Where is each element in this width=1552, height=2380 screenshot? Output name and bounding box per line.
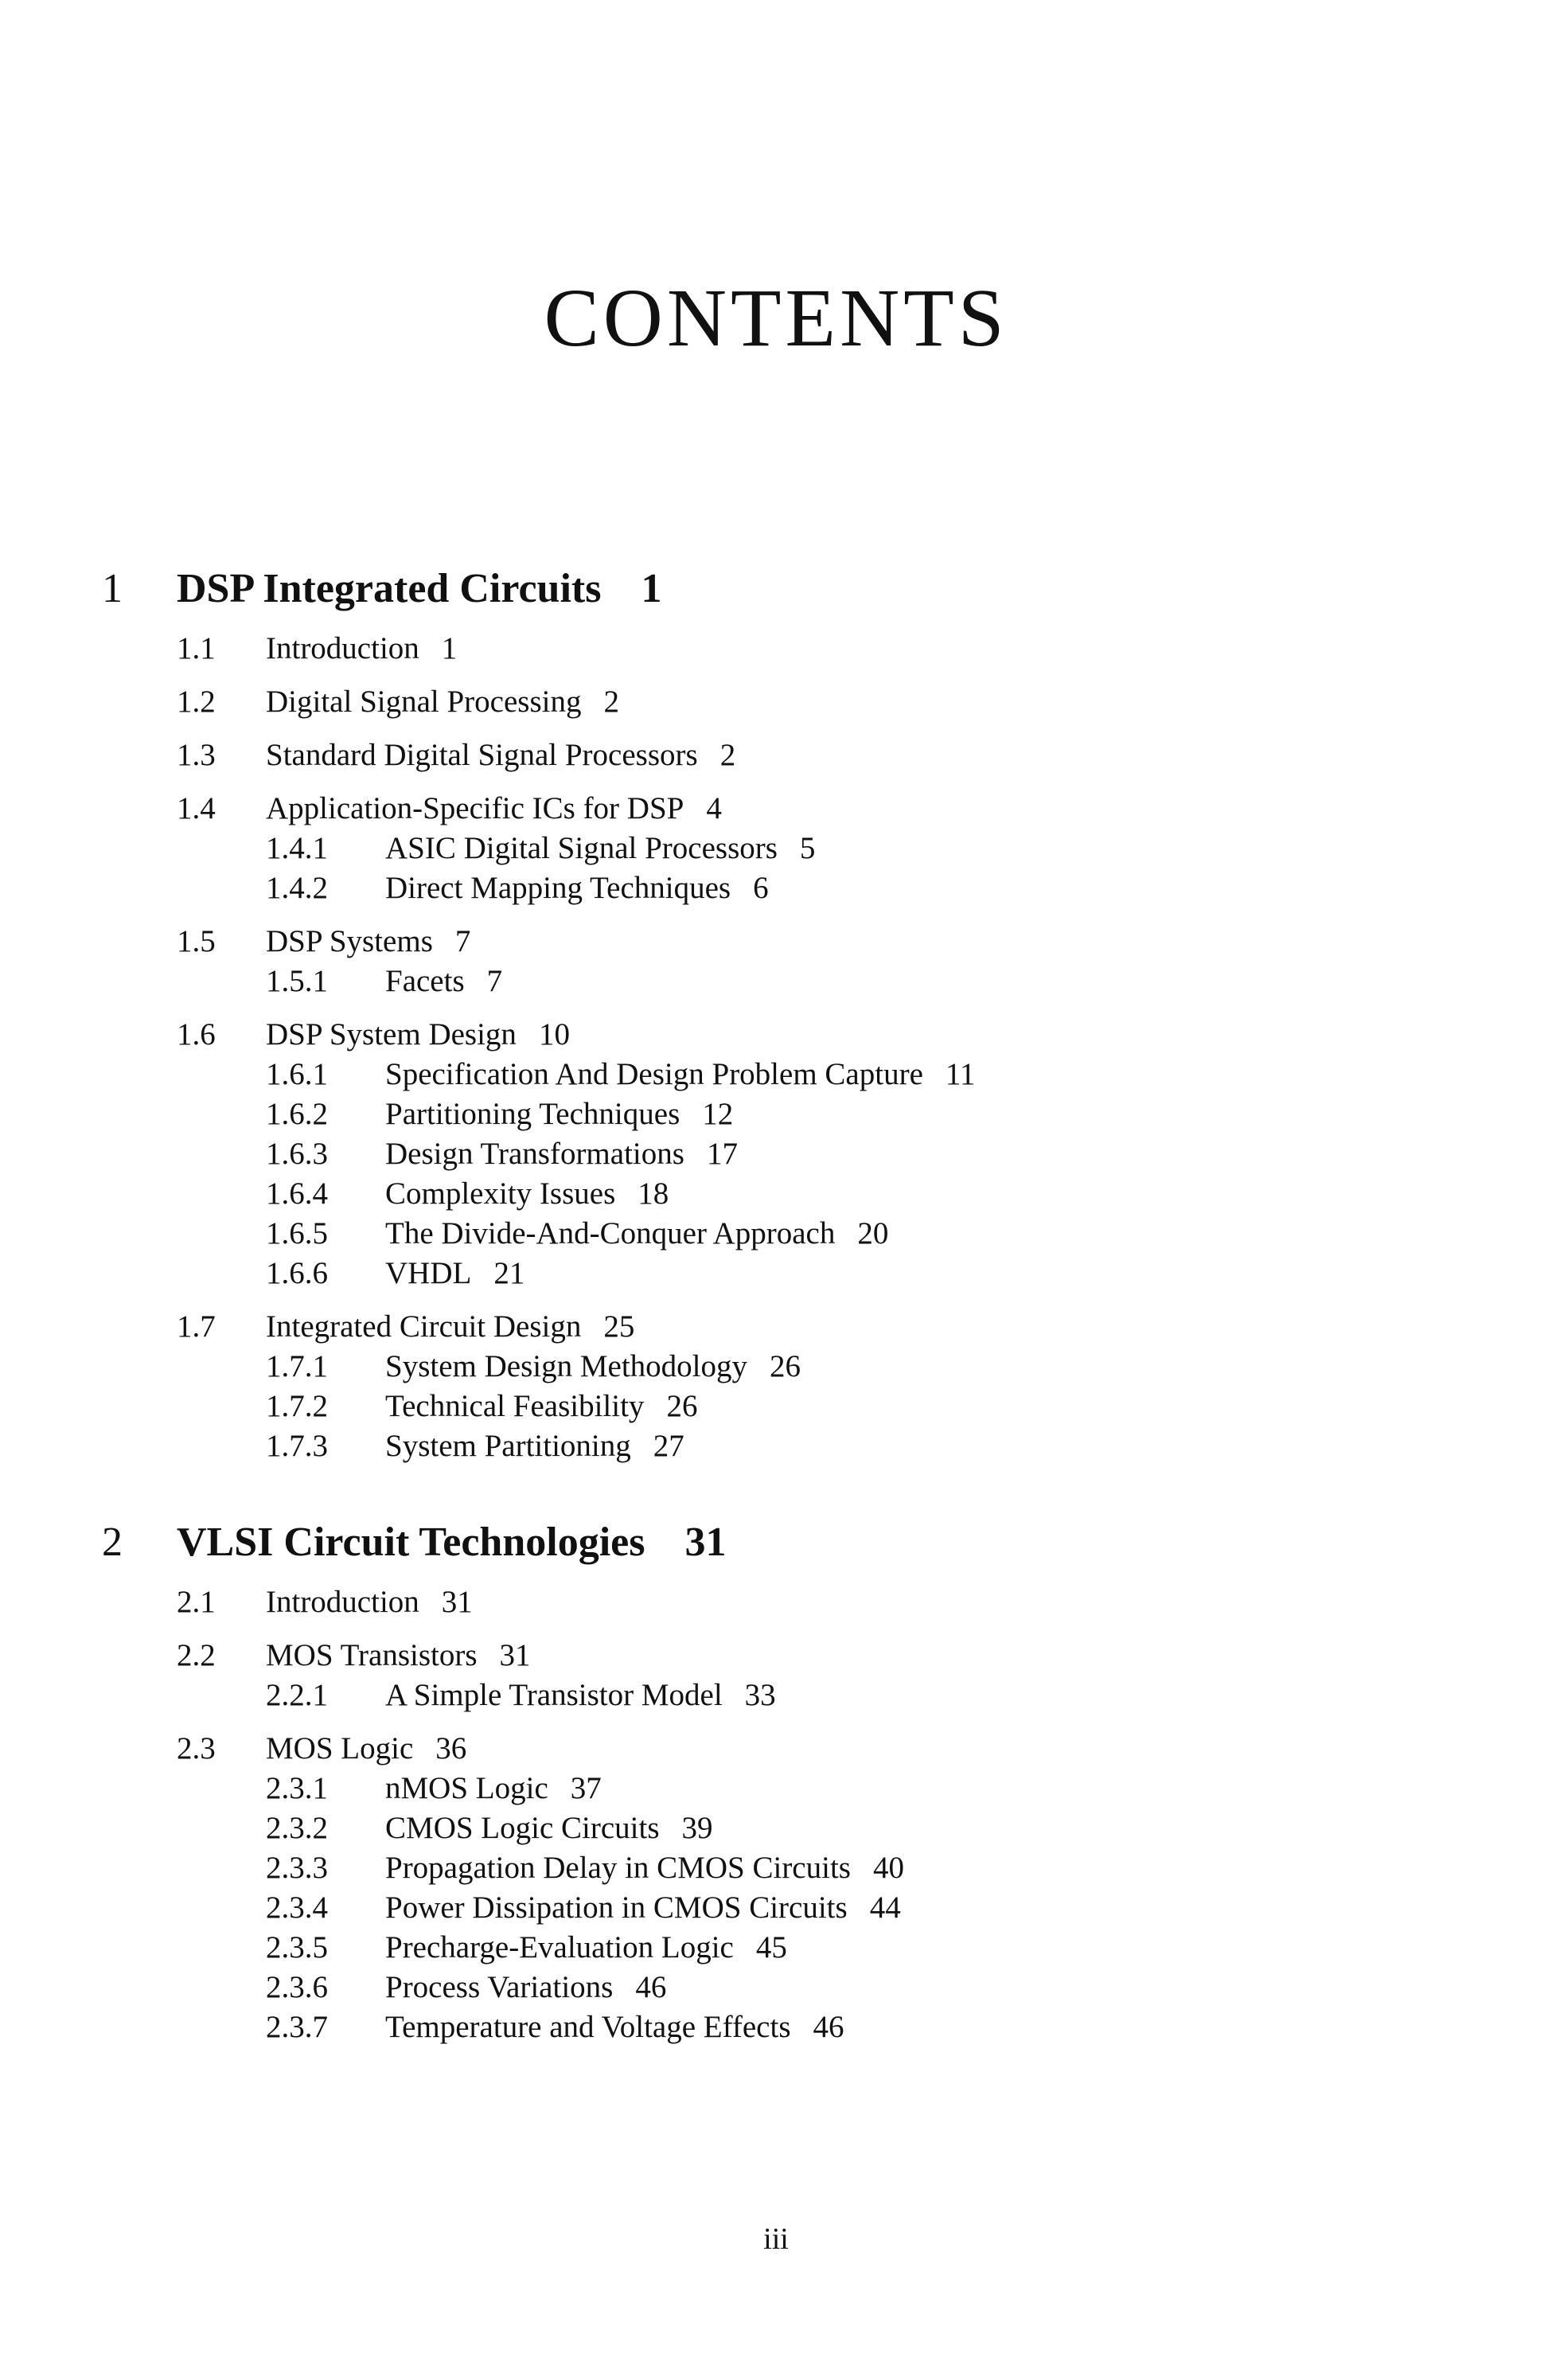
section-entry: [0, 1636, 1552, 1676]
section-title: [266, 922, 470, 962]
subsection-entry: [0, 1254, 1552, 1293]
section-entry: [0, 1729, 1552, 1769]
subsection-number: 2.3.6: [266, 1970, 328, 2004]
subsection-entry: [0, 1055, 1552, 1094]
subsection-page-number: 45: [755, 1930, 787, 1964]
subsection-title-text: Direct Mapping Techniques: [385, 871, 731, 905]
chapter-title-text: DSP Integrated Circuits: [177, 566, 602, 611]
section-title: [266, 682, 619, 722]
subsection-entry: [0, 868, 1552, 908]
subsection-number: 2.3.5: [266, 1930, 328, 1964]
subsection-page-number: 20: [857, 1216, 889, 1250]
subsection-number: 2.3.1: [266, 1771, 328, 1805]
subsection-title: [385, 1387, 697, 1426]
subsection-title: [385, 1928, 787, 1968]
subsection-title: [385, 829, 815, 868]
subsection-number: 2.3.7: [266, 2010, 328, 2044]
subsection-page-number: 21: [493, 1256, 525, 1290]
section-entry: [0, 1307, 1552, 1347]
section-entry: [0, 922, 1552, 962]
section-title: [266, 1307, 634, 1347]
subsection-title-text: Facets: [385, 964, 465, 998]
subsection-number: 2.3.4: [266, 1890, 328, 1925]
subsection-entry: [0, 1214, 1552, 1254]
section-title-text: MOS Transistors: [266, 1638, 478, 1672]
section-page-number: 36: [435, 1731, 467, 1765]
subsection-title: [385, 1769, 602, 1808]
chapter-title: [177, 1503, 726, 1582]
subsection-title: [385, 1174, 669, 1214]
section-spacer: [0, 669, 1552, 682]
subsection-title: [385, 1254, 524, 1293]
section-title: [266, 1636, 531, 1676]
subsection-title: [385, 1347, 801, 1387]
subsection-title: [385, 1214, 888, 1254]
subsection-title-text: Temperature and Voltage Effects: [385, 2010, 791, 2044]
section-entry: [0, 629, 1552, 669]
subsection-page-number: 40: [872, 1851, 904, 1885]
subsection-title: [385, 1676, 776, 1715]
subsection-title-text: Propagation Delay in CMOS Circuits: [385, 1851, 851, 1885]
subsection-title: [385, 868, 769, 908]
subsection-title-text: A Simple Transistor Model: [385, 1678, 723, 1712]
section-title-text: Integrated Circuit Design: [266, 1309, 582, 1344]
section-title-text: DSP Systems: [266, 924, 433, 958]
chapter-title-text: VLSI Circuit Technologies: [177, 1520, 645, 1565]
subsection-number: 2.3.3: [266, 1851, 328, 1885]
subsection-entry: [0, 1094, 1552, 1134]
section-number: 2.2: [177, 1638, 216, 1672]
subsection-title: [385, 1968, 666, 2007]
subsection-entry: [0, 1174, 1552, 1214]
section-page-number: 2: [719, 738, 736, 772]
subsection-entry: [0, 829, 1552, 868]
subsection-number: 1.5.1: [266, 964, 328, 998]
section-number: 1.3: [177, 738, 216, 772]
subsection-entry: [0, 1134, 1552, 1174]
subsection-page-number: 17: [706, 1137, 738, 1171]
subsection-entry: [0, 1888, 1552, 1928]
subsection-entry: [0, 1676, 1552, 1715]
subsection-page-number: 44: [869, 1890, 901, 1925]
subsection-number: 1.7.2: [266, 1389, 328, 1423]
section-number: 1.2: [177, 685, 216, 719]
subsection-entry: [0, 1387, 1552, 1426]
page-title: CONTENTS: [544, 272, 1008, 364]
subsection-title-text: Technical Feasibility: [385, 1389, 645, 1423]
subsection-entry: [0, 1769, 1552, 1808]
section-number: 2.3: [177, 1731, 216, 1765]
subsection-page-number: 7: [486, 964, 503, 998]
section-number: 1.7: [177, 1309, 216, 1344]
subsection-number: 1.6.4: [266, 1176, 328, 1211]
subsection-title-text: The Divide-And-Conquer Approach: [385, 1216, 836, 1250]
subsection-number: 1.6.6: [266, 1256, 328, 1290]
subsection-title-text: CMOS Logic Circuits: [385, 1811, 660, 1845]
subsection-page-number: 37: [570, 1771, 602, 1805]
subsection-number: 1.6.3: [266, 1137, 328, 1171]
subsection-entry: [0, 962, 1552, 1001]
section-entry: [0, 735, 1552, 775]
section-title-text: Application-Specific ICs for DSP: [266, 791, 684, 825]
subsection-page-number: 39: [681, 1811, 713, 1845]
toc-chapter: [0, 1503, 1552, 2047]
subsection-number: 1.7.3: [266, 1429, 328, 1463]
chapter-number: 1: [102, 566, 123, 611]
section-title: [266, 789, 722, 829]
subsection-entry: [0, 1808, 1552, 1848]
section-page-number: 2: [603, 685, 619, 719]
section-title-text: DSP System Design: [266, 1017, 517, 1051]
section-spacer: [0, 1715, 1552, 1729]
subsection-number: 2.3.2: [266, 1811, 328, 1845]
toc-chapter: [0, 549, 1552, 1466]
subsection-page-number: 11: [945, 1057, 976, 1091]
subsection-title: [385, 1426, 684, 1466]
subsection-title: [385, 2007, 844, 2047]
subsection-title-text: ASIC Digital Signal Processors: [385, 831, 778, 865]
subsection-page-number: 27: [653, 1429, 684, 1463]
section-spacer: [0, 1293, 1552, 1307]
section-entry: [0, 682, 1552, 722]
section-spacer: [0, 775, 1552, 789]
subsection-page-number: 5: [799, 831, 816, 865]
subsection-entry: [0, 1848, 1552, 1888]
chapter-heading: [0, 549, 1552, 629]
subsection-title-text: Precharge-Evaluation Logic: [385, 1930, 734, 1964]
subsection-number: 2.2.1: [266, 1678, 328, 1712]
subsection-title-text: Design Transformations: [385, 1137, 684, 1171]
page-number: iii: [763, 2222, 789, 2256]
section-title-text: Introduction: [266, 1585, 419, 1619]
subsection-page-number: 46: [813, 2010, 844, 2044]
section-page-number: 25: [603, 1309, 635, 1344]
subsection-title-text: Power Dissipation in CMOS Circuits: [385, 1890, 848, 1925]
section-number: 1.1: [177, 631, 216, 665]
section-entry: [0, 789, 1552, 829]
subsection-page-number: 26: [666, 1389, 698, 1423]
section-spacer: [0, 1622, 1552, 1636]
section-title-text: Digital Signal Processing: [266, 685, 582, 719]
section-page-number: 31: [499, 1638, 531, 1672]
subsection-title: [385, 1848, 904, 1888]
subsection-number: 1.6.5: [266, 1216, 328, 1250]
subsection-title-text: VHDL: [385, 1256, 472, 1290]
subsection-title-text: Specification And Design Problem Capture: [385, 1057, 923, 1091]
subsection-number: 1.6.1: [266, 1057, 328, 1091]
subsection-title: [385, 1808, 713, 1848]
subsection-title: [385, 1094, 733, 1134]
section-page-number: 31: [441, 1585, 473, 1619]
subsection-title-text: nMOS Logic: [385, 1771, 548, 1805]
chapter-number: 2: [102, 1520, 123, 1565]
section-number: 1.5: [177, 924, 216, 958]
subsection-page-number: 46: [635, 1970, 667, 2004]
section-spacer: [0, 1001, 1552, 1015]
subsection-entry: [0, 1426, 1552, 1466]
section-entry: [0, 1015, 1552, 1055]
subsection-page-number: 12: [702, 1097, 734, 1131]
subsection-title-text: Partitioning Techniques: [385, 1097, 680, 1131]
section-title: [266, 629, 457, 669]
subsection-title: [385, 1134, 738, 1174]
subsection-entry: [0, 1968, 1552, 2007]
subsection-title-text: Process Variations: [385, 1970, 614, 2004]
section-number: 1.4: [177, 791, 216, 825]
section-spacer: [0, 722, 1552, 735]
subsection-title: [385, 962, 502, 1001]
subsection-title: [385, 1888, 901, 1928]
section-entry: [0, 1582, 1552, 1622]
subsection-entry: [0, 1347, 1552, 1387]
chapter-page-number: 1: [641, 566, 662, 611]
subsection-title-text: System Design Methodology: [385, 1349, 747, 1383]
chapter-heading: [0, 1503, 1552, 1582]
subsection-entry: [0, 2007, 1552, 2047]
subsection-page-number: 33: [744, 1678, 776, 1712]
section-page-number: 1: [441, 631, 458, 665]
chapter-title: [177, 549, 661, 629]
section-page-number: 4: [706, 791, 722, 825]
section-page-number: 7: [454, 924, 471, 958]
section-spacer: [0, 908, 1552, 922]
section-number: 1.6: [177, 1017, 216, 1051]
subsection-page-number: 26: [770, 1349, 801, 1383]
subsection-entry: [0, 1928, 1552, 1968]
subsection-title-text: Complexity Issues: [385, 1176, 616, 1211]
section-title: [266, 1582, 473, 1622]
subsection-page-number: 6: [753, 871, 769, 905]
section-page-number: 10: [538, 1017, 570, 1051]
subsection-number: 1.7.1: [266, 1349, 328, 1383]
subsection-number: 1.4.2: [266, 871, 328, 905]
subsection-page-number: 18: [638, 1176, 669, 1211]
subsection-number: 1.4.1: [266, 831, 328, 865]
section-title-text: MOS Logic: [266, 1731, 414, 1765]
subsection-number: 1.6.2: [266, 1097, 328, 1131]
chapter-page-number: 31: [684, 1520, 727, 1565]
section-title: [266, 1015, 570, 1055]
subsection-title-text: System Partitioning: [385, 1429, 631, 1463]
section-title: [266, 1729, 466, 1769]
section-title: [266, 735, 735, 775]
section-title-text: Introduction: [266, 631, 419, 665]
section-title-text: Standard Digital Signal Processors: [266, 738, 698, 772]
subsection-title: [385, 1055, 975, 1094]
section-number: 2.1: [177, 1585, 216, 1619]
